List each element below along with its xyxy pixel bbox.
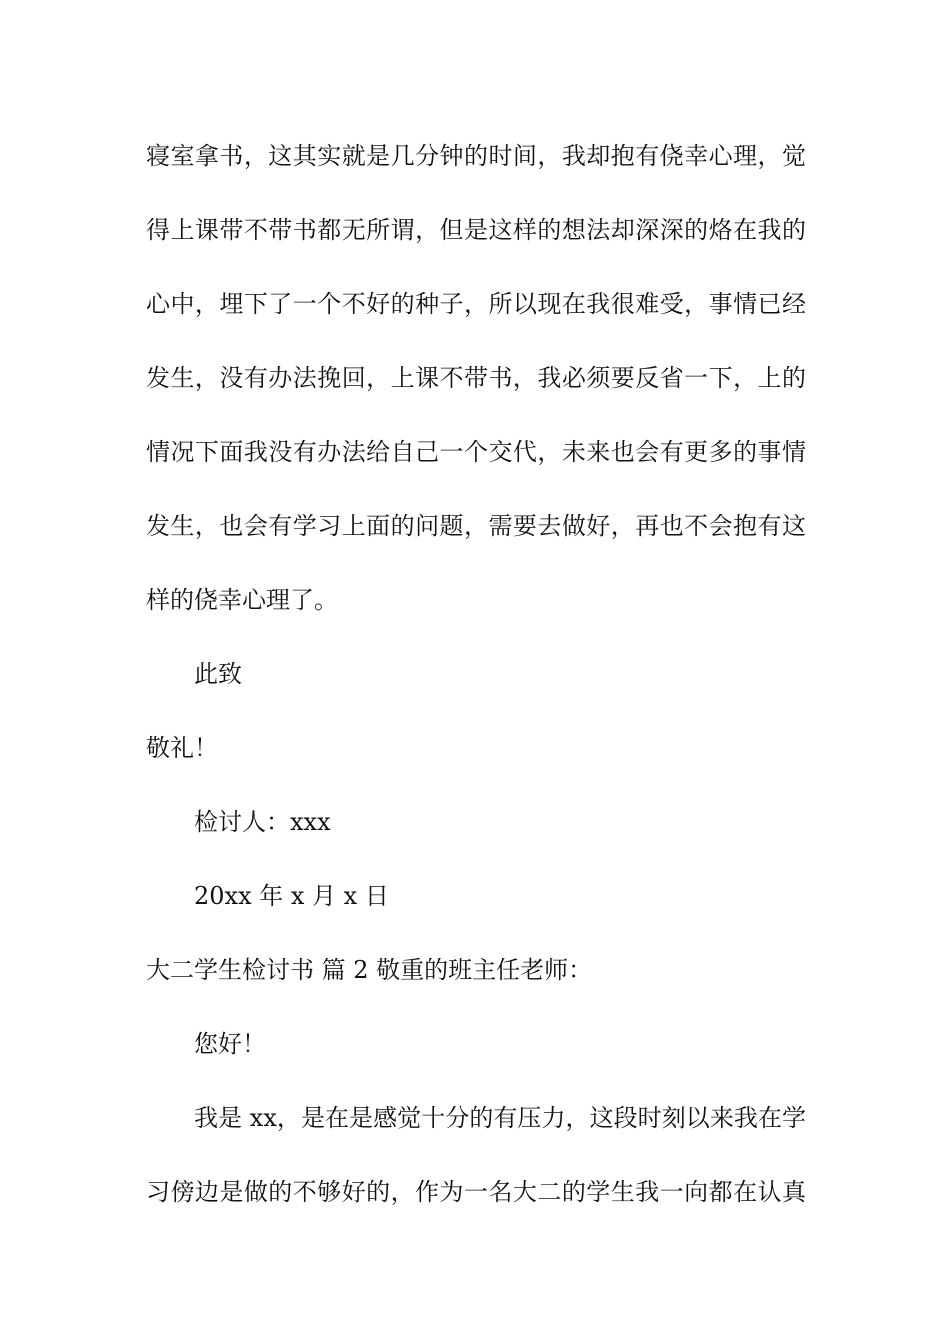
paragraph-line-7: 样的侥幸心理了。 <box>146 586 338 614</box>
signature-author: 检讨人：xxx <box>194 808 331 836</box>
paragraph-line-9: 习傍边是做的不够好的，作为一名大二的学生我一向都在认真 <box>146 1178 806 1206</box>
paragraph-line-3: 心中，埋下了一个不好的种子，所以现在我很难受，事情已经 <box>146 290 806 318</box>
closing-regards: 敬礼！ <box>146 734 218 762</box>
paragraph-line-5: 情况下面我没有办法给自己一个交代，未来也会有更多的事情 <box>146 438 806 466</box>
closing-salutation: 此致 <box>194 660 242 688</box>
paragraph-line-1: 寝室拿书，这其实就是几分钟的时间，我却抱有侥幸心理，觉 <box>146 142 806 170</box>
paragraph-line-6: 发生，也会有学习上面的问题，需要去做好，再也不会抱有这 <box>146 512 806 540</box>
paragraph-line-8: 我是 xx，是在是感觉十分的有压力，这段时刻以来我在学 <box>194 1104 806 1132</box>
paragraph-line-2: 得上课带不带书都无所谓，但是这样的想法却深深的烙在我的 <box>146 216 806 244</box>
greeting: 您好！ <box>194 1030 266 1058</box>
signature-date: 20xx 年 x 月 x 日 <box>194 882 389 910</box>
section-heading: 大二学生检讨书 篇 2 敬重的班主任老师： <box>146 956 593 984</box>
paragraph-line-4: 发生，没有办法挽回，上课不带书，我必须要反省一下，上的 <box>146 364 806 392</box>
